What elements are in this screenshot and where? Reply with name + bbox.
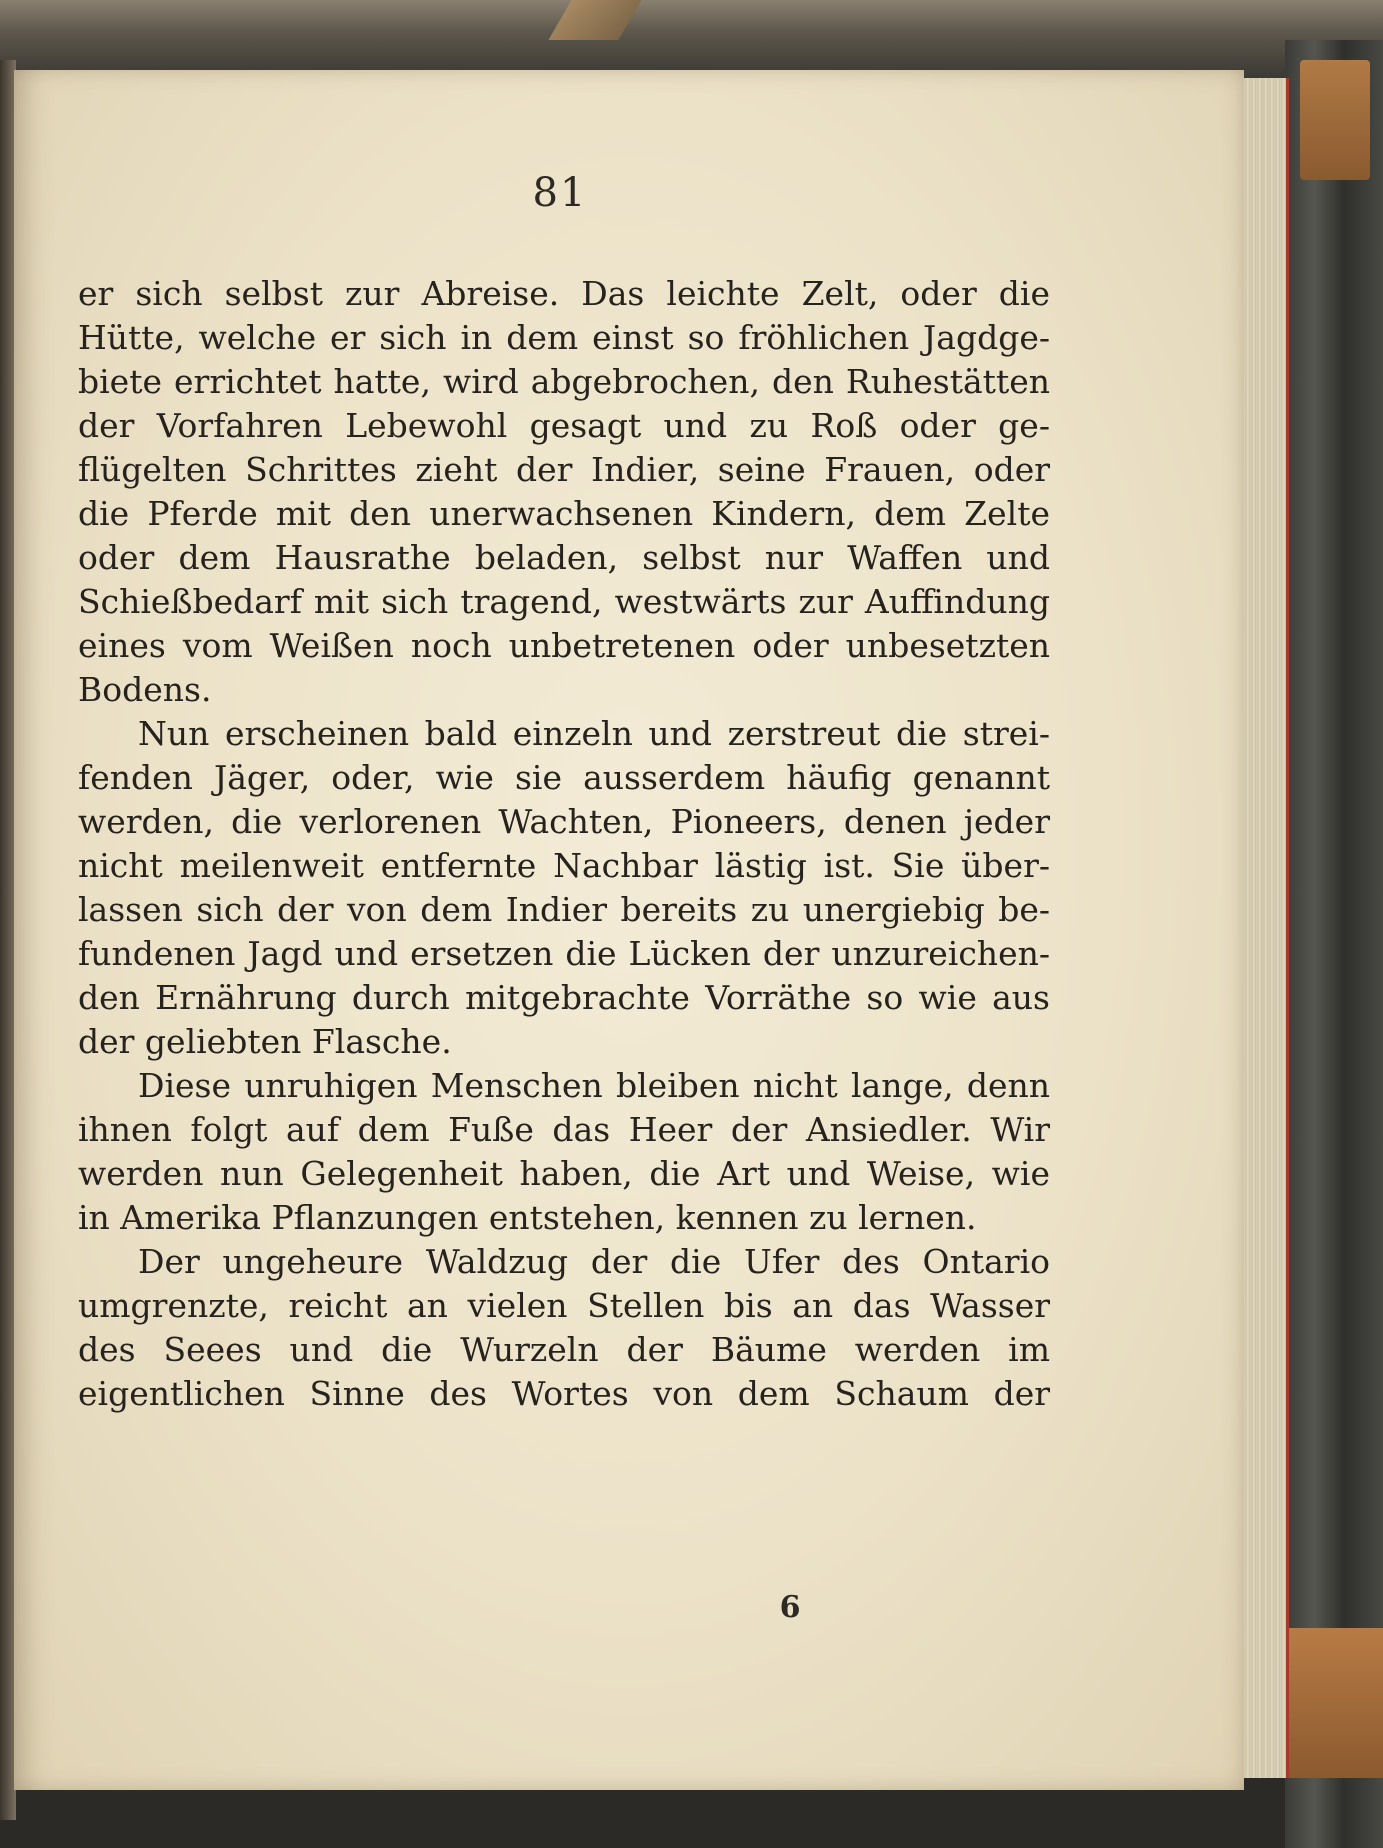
book-cover-top-edge [0, 0, 1383, 80]
text-line: Nun erscheinen bald einzeln und zerstreut die strei- [138, 714, 1050, 753]
text-line: Der ungeheure Waldzug der die Ufer des Ontario [138, 1242, 1050, 1281]
text-line: lassen sich der von dem Indier bereits zu unergiebig be- [78, 890, 1050, 929]
text-line: Hütte, welche er sich in dem einst so fröhlichen Jagdge- [78, 318, 1050, 357]
page-edges [1238, 78, 1289, 1778]
signature-mark: 6 [779, 1590, 801, 1625]
text-line: oder dem Hausrathe beladen, selbst nur Waffen und [78, 538, 1050, 577]
text-line: des Seees und die Wurzeln der Bäume werden im [78, 1330, 1050, 1369]
text-line: Schießbedarf mit sich tragend, westwärts zur Auffindung [78, 582, 1050, 621]
text-line: in Amerika Pflanzungen entstehen, kennen zu lernen. [78, 1198, 977, 1237]
text-line: werden, die verlorenen Wachten, Pioneers, denen jeder [78, 802, 1050, 841]
text-line: fundenen Jagd und ersetzen die Lücken der unzureichen- [78, 934, 1050, 973]
text-line: umgrenzte, reicht an vielen Stellen bis an das Wasser [78, 1286, 1050, 1325]
text-line: Bodens. [78, 670, 212, 709]
text-line: werden nun Gelegenheit haben, die Art und Weise, wie [78, 1154, 1050, 1193]
text-line: Diese unruhigen Menschen bleiben nicht lange, denn [138, 1066, 1050, 1105]
text-line: eines vom Weißen noch unbetretenen oder unbesetzten [78, 626, 1050, 665]
text-line: eigentlichen Sinne des Wortes von dem Schaum der [78, 1374, 1050, 1413]
text-line: der Vorfahren Lebewohl gesagt und zu Roß oder ge- [78, 406, 1050, 445]
page-number: 81 [532, 170, 588, 216]
leather-corner-top [1300, 60, 1370, 180]
text-line: der geliebten Flasche. [78, 1022, 452, 1061]
text-line: die Pferde mit den unerwachsenen Kindern, dem Zelte [78, 494, 1050, 533]
text-line: ihnen folgt auf dem Fuße das Heer der Ansiedler. Wir [78, 1110, 1050, 1149]
text-line: den Ernährung durch mitgebrachte Vorräthe so wie aus [78, 978, 1050, 1017]
leather-corner-bottom [1282, 1628, 1383, 1778]
book-cover-right-edge [1285, 40, 1383, 1848]
text-line: flügelten Schrittes zieht der Indier, seine Frauen, oder [78, 450, 1050, 489]
text-line: biete errichtet hatte, wird abgebrochen, den Ruhestätten [78, 362, 1050, 401]
body-text [78, 268, 1050, 1598]
text-line: er sich selbst zur Abreise. Das leichte Zelt, oder die [78, 274, 1050, 313]
text-line: fenden Jäger, oder, wie sie ausserdem häufig genannt [78, 758, 1050, 797]
text-line: nicht meilenweit entfernte Nachbar lästig ist. Sie über- [78, 846, 1050, 885]
